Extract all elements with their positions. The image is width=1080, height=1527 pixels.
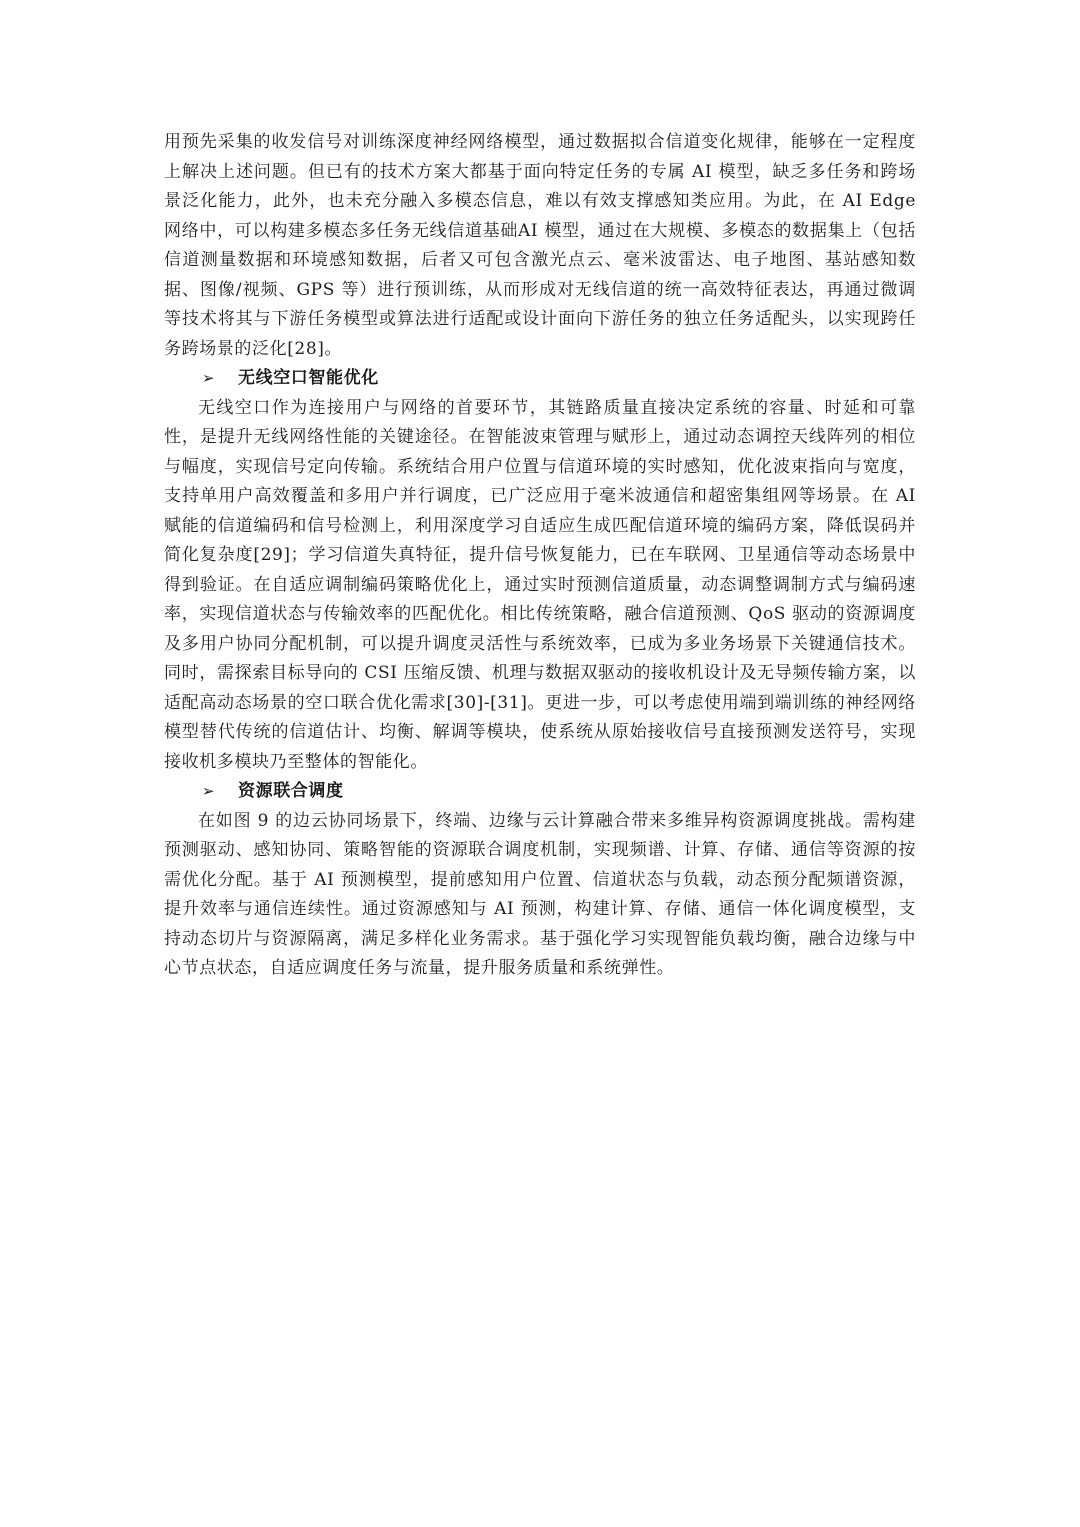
section-paragraph-resource-scheduling: 在如图 9 的边云协同场景下，终端、边缘与云计算融合带来多维异构资源调度挑战。需构建预测驱动、感知协同、策略智能的资源联合调度机制，实现频谱、计算、存储、通信等资源的按需优化分配。基于 AI 预测模型，提前感知用户位置、信道状态与负载，动态预分配频谱资源，提升效率与通信连续性。通过资源感知与 AI 预测，构建计算、存储、通信一体化调度模型，支持动态切片与资源隔离，满足多样化业务需求。基于强化学习实现智能负载均衡，融合边缘与中心节点状态，自适应调度任务与流量，提升服务质量和系统弹性。: [164, 810, 916, 978]
section-heading-air-interface: [164, 364, 916, 394]
arrow-bullet-icon: ➢: [202, 369, 216, 387]
section-title: 无线空口智能优化: [238, 368, 379, 388]
section-title: 资源联合调度: [238, 781, 344, 801]
section-paragraph-air-interface: 无线空口作为连接用户与网络的首要环节，其链路质量直接决定系统的容量、时延和可靠性，是提升无线网络性能的关键途径。在智能波束管理与赋形上，通过动态调控天线阵列的相位与幅度，实现信号定向传输。系统结合用户位置与信道环境的实时感知，优化波束指向与宽度，支持单用户高效覆盖和多用户并行调度，已广泛应用于毫米波通信和超密集组网等场景。在 AI 赋能的信道编码和信号检测上，利用深度学习自适应生成匹配信道环境的编码方案，降低误码并简化复杂度[29]；学习信道失真特征，提升信号恢复能力，已在车联网、卫星通信等动态场景中得到验证。在自适应调制编码策略优化上，通过实时预测信道质量，动态调整调制方式与编码速率，实现信道状态与传输效率的匹配优化。相比传统策略，融合信道预测、QoS 驱动的资源调度及多用户协同分配机制，可以提升调度灵活性与系统效率，已成为多业务场景下关键通信技术。同时，需探索目标导向的 CSI 压缩反馈、机理与数据双驱动的接收机设计及无导频传输方案，以适配高动态场景的空口联合优化需求[30]-[31]。更进一步，可以考虑使用端到端训练的神经网络模型替代传统的信道估计、均衡、解调等模块，使系统从原始接收信号直接预测发送符号，实现接收机多模块乃至整体的智能化。: [164, 397, 916, 772]
intro-paragraph: 用预先采集的收发信号对训练深度神经网络模型，通过数据拟合信道变化规律，能够在一定程度上解决上述问题。但已有的技术方案大都基于面向特定任务的专属 AI 模型，缺乏多任务和跨场景泛化能力，此外，也未充分融入多模态信息，难以有效支撑感知类应用。为此，在 AI Edge 网络中，可以构建多模态多任务无线信道基础AI 模型，通过在大规模、多模态的数据集上（包括信道测量数据和环境感知数据，后者又可包含激光点云、毫米波雷达、电子地图、基站感知数据、图像/视频、GPS 等）进行预训练，从而形成对无线信道的统一高效特征表达，再通过微调等技术将其与下游任务模型或算法进行适配或设计面向下游任务的独立任务适配头，以实现跨任务跨场景的泛化[28]。: [164, 132, 916, 359]
section-heading-resource-scheduling: [164, 777, 916, 807]
document-body: [164, 128, 916, 984]
arrow-bullet-icon: ➢: [202, 782, 216, 800]
